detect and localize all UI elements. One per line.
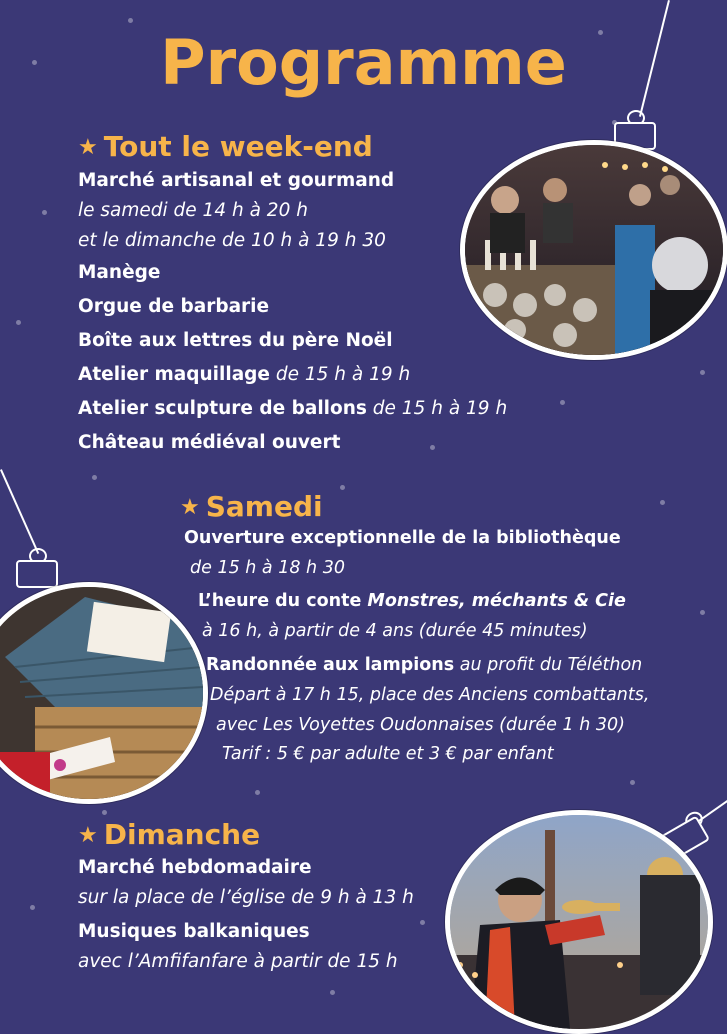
fanfare-scene-icon xyxy=(450,815,708,1029)
section-heading-dimanche: ★ Dimanche xyxy=(78,818,261,851)
list-item: Atelier sculpture de ballons de 15 h à 19 h xyxy=(78,398,508,419)
mailbox-scene-icon xyxy=(0,587,203,799)
star-icon: ★ xyxy=(78,823,98,848)
list-item: Marché artisanal et gourmand xyxy=(78,170,395,191)
star-icon: ★ xyxy=(78,135,98,160)
list-item: Boîte aux lettres du père Noël xyxy=(78,330,393,351)
list-item: Départ à 17 h 15, place des Anciens combattants, xyxy=(210,685,650,705)
list-item: Ouverture exceptionnelle de la bibliothèque xyxy=(184,528,621,548)
list-item: le samedi de 14 h à 20 h xyxy=(78,200,308,221)
section-heading-weekend: ★ Tout le week-end xyxy=(78,130,373,163)
market-photo xyxy=(460,140,727,360)
list-item: sur la place de l’église de 9 h à 13 h xyxy=(78,887,414,908)
list-item: à 16 h, à partir de 4 ans (durée 45 minutes) xyxy=(202,621,588,641)
market-scene-icon xyxy=(465,145,723,355)
list-item: L’heure du conte Monstres, méchants & Cie xyxy=(198,591,626,611)
list-item: de 15 h à 18 h 30 xyxy=(190,558,345,578)
list-item: avec l’Amfifanfare à partir de 15 h xyxy=(78,951,398,972)
list-item: Marché hebdomadaire xyxy=(78,857,312,878)
mailbox-photo xyxy=(0,582,208,804)
star-icon: ★ xyxy=(180,495,200,520)
section-heading-samedi: ★ Samedi xyxy=(180,490,323,523)
fanfare-photo xyxy=(445,810,713,1034)
list-item: Orgue de barbarie xyxy=(78,296,270,317)
list-item: Randonnée aux lampions au profit du Téléthon xyxy=(206,655,643,675)
list-item: Tarif : 5 € par adulte et 3 € par enfant xyxy=(222,744,554,764)
list-item: Atelier maquillage de 15 h à 19 h xyxy=(78,364,411,385)
list-item: Musiques balkaniques xyxy=(78,921,310,942)
list-item: Château médiéval ouvert xyxy=(78,432,341,453)
list-item: et le dimanche de 10 h à 19 h 30 xyxy=(78,230,386,251)
list-item: avec Les Voyettes Oudonnaises (durée 1 h 30) xyxy=(216,715,625,735)
list-item: Manège xyxy=(78,262,161,283)
page-title: Programme xyxy=(160,26,567,99)
